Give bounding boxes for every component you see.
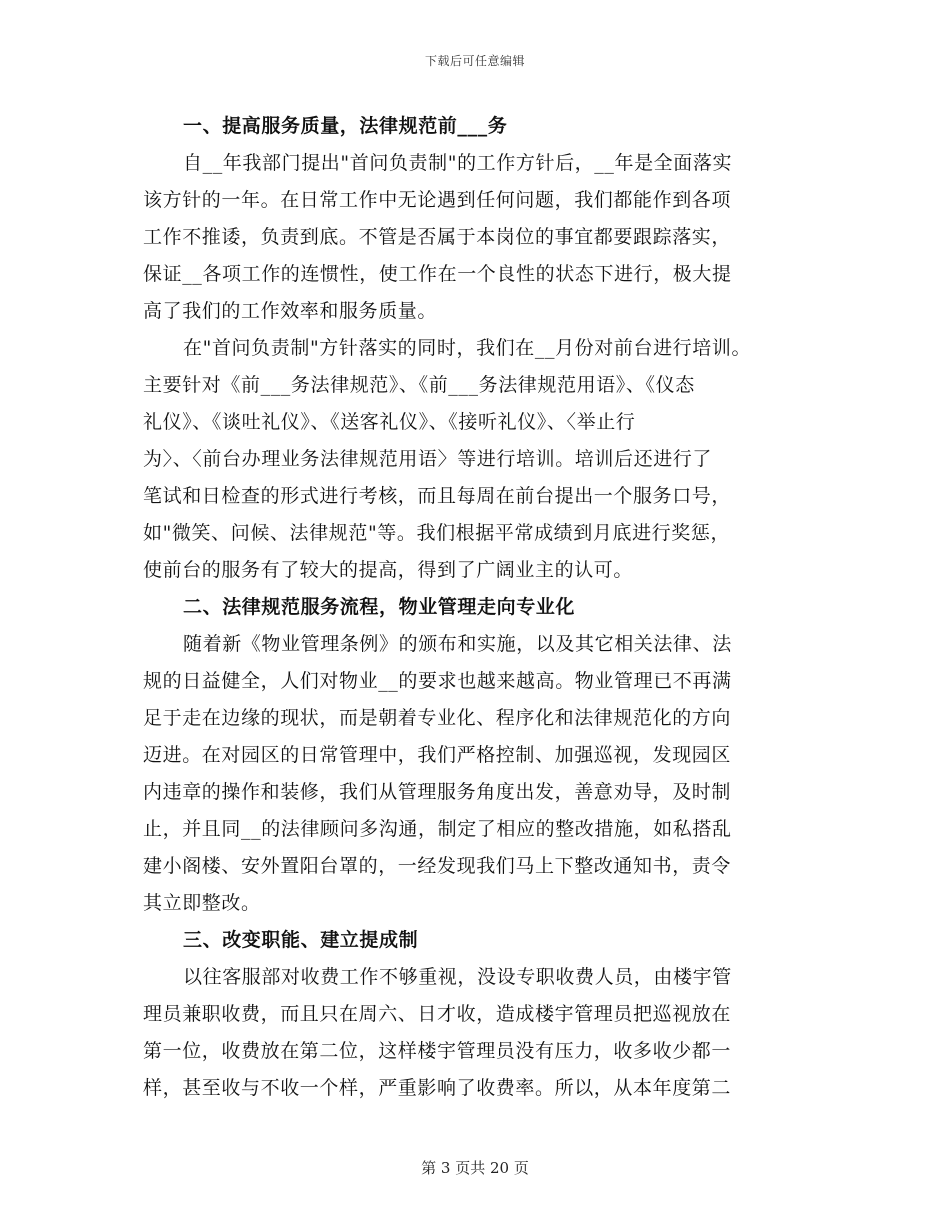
document-body — [143, 108, 808, 1107]
section-heading: 二、法律规范服务流程，物业管理走向专业化 — [183, 596, 576, 618]
paragraph-line: 理员兼职收费，而且只在周六、日才收，造成楼宇管理员把巡视放在 — [143, 1003, 732, 1025]
section-heading: 三、改变职能、建立提成制 — [183, 929, 419, 951]
paragraph-line: 工作不推诿，负责到底。不管是否属于本岗位的事宜都要跟踪落实， — [143, 226, 732, 248]
paragraph-line: 内违章的操作和装修，我们从管理服务角度出发，善意劝导，及时制 — [143, 781, 732, 803]
paragraph-line: 为〉、〈前台办理业务法律规范用语〉等进行培训。培训后还进行了 — [143, 448, 713, 470]
paragraph-line: 随着新《物业管理条例》的颁布和实施，以及其它相关法律、法 — [183, 633, 732, 655]
paragraph-line: 止，并且同__的法律顾问多沟通，制定了相应的整改措施，如私搭乱 — [143, 818, 732, 840]
paragraph-line: 自__年我部门提出"首问负责制"的工作方针后，__年是全面落实 — [183, 152, 733, 174]
paragraph-line: 在"首问负责制"方针落实的同时，我们在__月份对前台进行培训。 — [183, 337, 752, 359]
paragraph-line: 笔试和日检查的形式进行考核，而且每周在前台提出一个服务口号， — [143, 485, 732, 507]
paragraph-line: 足于走在边缘的现状，而是朝着专业化、程序化和法律规范化的方向 — [143, 707, 732, 729]
paragraph-line: 主要针对《前___务法律规范》、《前___务法律规范用语》、《仪态 — [143, 374, 695, 396]
paragraph-line: 该方针的一年。在日常工作中无论遇到任何问题，我们都能作到各项 — [143, 189, 732, 211]
paragraph-line: 规的日益健全，人们对物业__的要求也越来越高。物业管理已不再满 — [143, 670, 732, 692]
paragraph-line: 高了我们的工作效率和服务质量。 — [143, 300, 438, 322]
paragraph-line: 保证__各项工作的连惯性，使工作在一个良性的状态下进行，极大提 — [143, 263, 732, 285]
page-header: 下载后可任意编辑 — [424, 54, 525, 68]
paragraph-line: 建小阁楼、安外置阳台罩的，一经发现我们马上下整改通知书，责令 — [143, 855, 732, 877]
paragraph-line: 样，甚至收与不收一个样，严重影响了收费率。所以，从本年度第二 — [143, 1077, 732, 1099]
paragraph-line: 以往客服部对收费工作不够重视，没设专职收费人员，由楼宇管 — [183, 966, 732, 988]
page-footer: 第 3 页共 20 页 — [421, 1159, 529, 1177]
paragraph-line: 其立即整改。 — [143, 892, 261, 914]
paragraph-line: 使前台的服务有了较大的提高，得到了广阔业主的认可。 — [143, 559, 634, 581]
paragraph-line: 迈进。在对园区的日常管理中，我们严格控制、加强巡视，发现园区 — [143, 744, 732, 766]
section-heading: 一、提高服务质量，法律规范前___务 — [183, 115, 508, 137]
paragraph-line: 第一位，收费放在第二位，这样楼宇管理员没有压力，收多收少都一 — [143, 1040, 732, 1062]
paragraph-line: 如"微笑、问候、法律规范"等。我们根据平常成绩到月底进行奖惩， — [143, 522, 731, 544]
paragraph-line: 礼仪》、《谈吐礼仪》、《送客礼仪》、《接听礼仪》、〈举止行 — [143, 411, 636, 433]
